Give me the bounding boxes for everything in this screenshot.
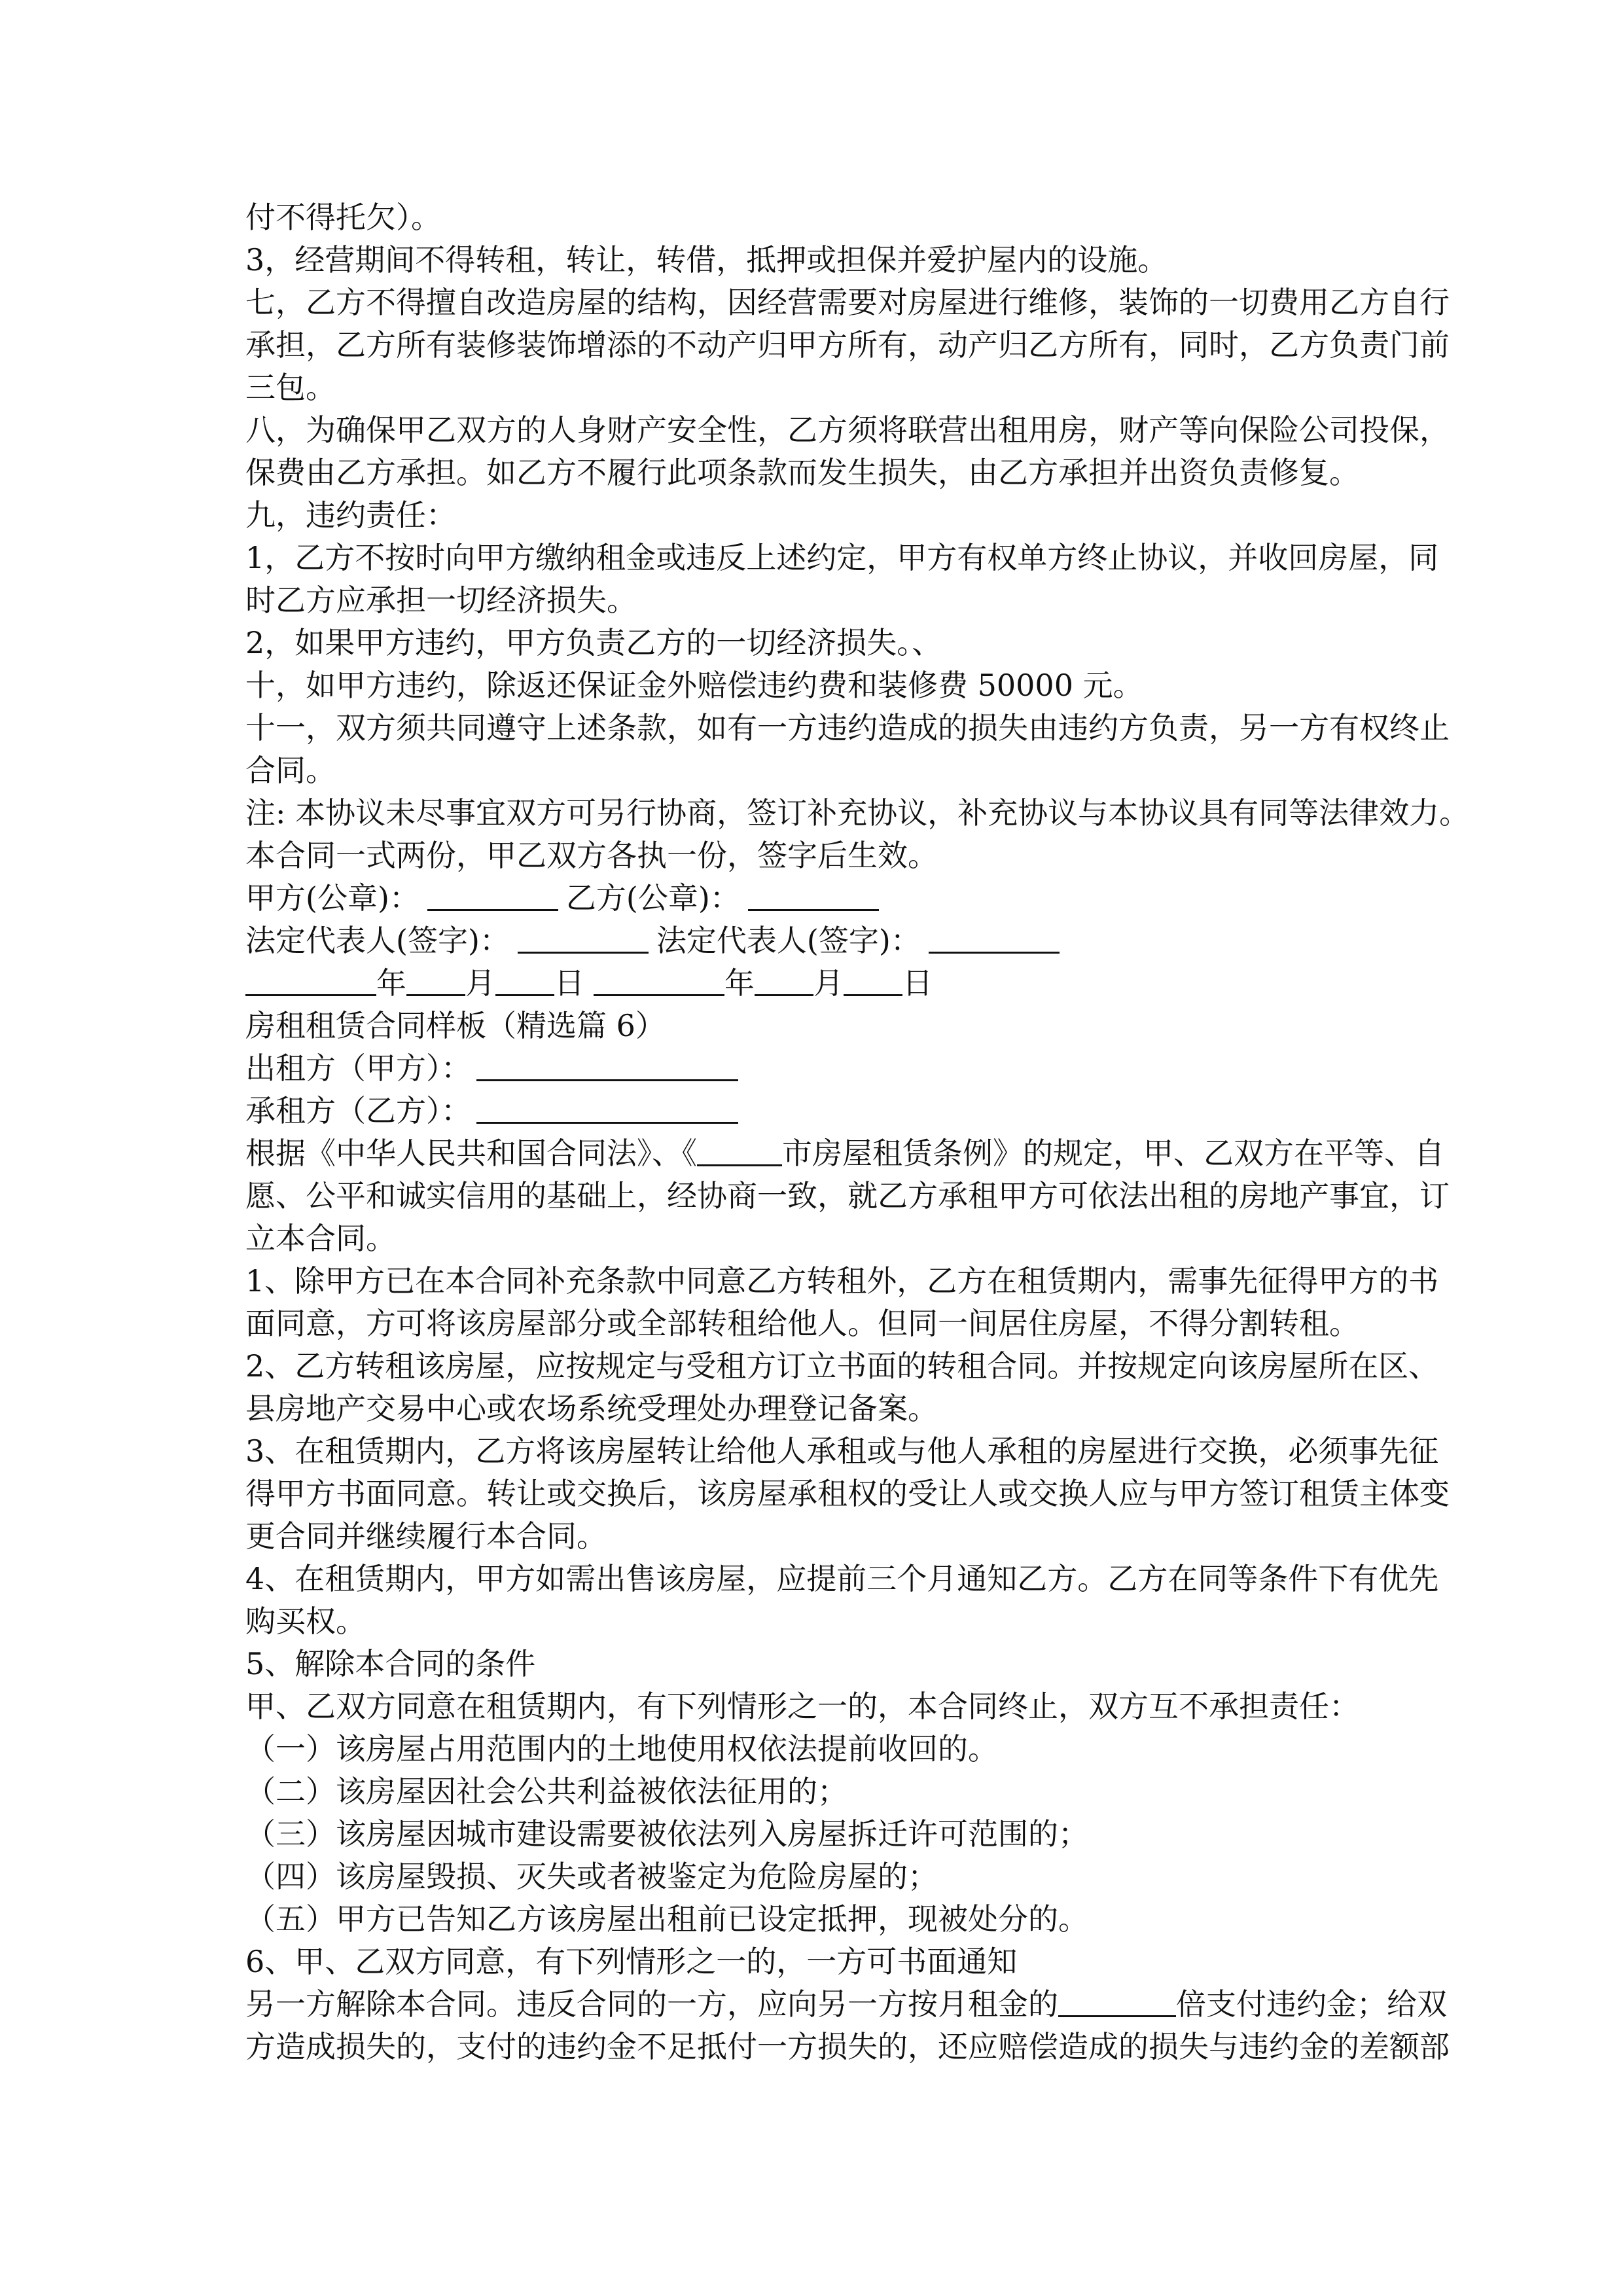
section-heading-termination: 5、解除本合同的条件 <box>245 1646 536 1681</box>
text-line: 十，如甲方违约，除返还保证金外赔偿违约费和装修费 50000 元。 <box>245 668 1143 703</box>
document-page <box>245 196 1470 2068</box>
text-line: 2、乙方转租该房屋，应按规定与受租方订立书面的转租合同。并按规定向该房屋所在区、 <box>245 1348 1439 1384</box>
party-b-seal-blank[interactable] <box>748 879 879 911</box>
text-line: 购买权。 <box>245 1604 366 1639</box>
text-line: 1，乙方不按时向甲方缴纳租金或违反上述约定，甲方有权单方终止协议，并收回房屋，同 <box>245 540 1439 575</box>
text-line: 承担，乙方所有装修装饰增添的不动产归甲方所有，动产归乙方所有，同时，乙方负责门前 <box>245 327 1450 363</box>
penalty-line <box>245 1983 1447 2026</box>
text-line: 1、除甲方已在本合同补充条款中同意乙方转租外，乙方在租赁期内，需事先征得甲方的书 <box>245 1263 1439 1299</box>
penalty-prefix: 另一方解除本合同。违反合同的一方，应向另一方按月租金的 <box>245 1986 1058 2022</box>
text-line: 6、甲、乙双方同意，有下列情形之一的，一方可书面通知 <box>245 1944 1018 1979</box>
text-line: 立本合同。 <box>245 1221 396 1256</box>
penalty-suffix: 倍支付违约金；给双 <box>1176 1986 1447 2022</box>
representative-row <box>245 920 1381 962</box>
rep-b-label: 法定代表人(签字)： <box>656 923 921 958</box>
text-line: 本合同一式两份，甲乙双方各执一份，签字后生效。 <box>245 838 938 873</box>
party-b-seal-label: 乙方(公章)： <box>565 880 740 916</box>
note-line: 注: 本协议未尽事宜双方可另行协商，签订补充协议，补充协议与本协议具有同等法律效力。 <box>245 795 1470 831</box>
text-line: 更合同并继续履行本合同。 <box>245 1518 607 1554</box>
list-item: （五）甲方已告知乙方该房屋出租前已设定抵押，现被处分的。 <box>245 1901 1088 1937</box>
text-line: 付不得托欠）。 <box>245 200 441 235</box>
text-line: 十一，双方须共同遵守上述条款，如有一方违约造成的损失由违约方负责，另一方有权终止 <box>245 710 1450 745</box>
lessee-row <box>245 1090 1381 1132</box>
basis-line <box>245 1132 1444 1175</box>
basis-prefix: 根据《中华人民共和国合同法》、《 <box>245 1136 697 1171</box>
date-row <box>245 962 1381 1005</box>
text-line: 甲、乙双方同意在租赁期内，有下列情形之一的，本合同终止，双方互不承担责任： <box>245 1689 1359 1724</box>
text-line: 2，如果甲方违约，甲方负责乙方的一切经济损失。、 <box>245 625 942 660</box>
year-blank-a[interactable] <box>245 964 376 996</box>
contract-title: 房租租赁合同样板（精选篇 6） <box>245 1008 666 1043</box>
text-line: 保费由乙方承担。如乙方不履行此项条款而发生损失，由乙方承担并出资负责修复。 <box>245 455 1359 490</box>
year-blank-b[interactable] <box>594 964 724 996</box>
text-line: 3、在租赁期内，乙方将该房屋转让给他人承租或与他人承租的房屋进行交换，必须事先征 <box>245 1433 1439 1469</box>
text-line: 时乙方应承担一切经济损失。 <box>245 583 637 618</box>
day-label: 日 <box>554 965 584 1001</box>
rep-b-signature-blank[interactable] <box>929 922 1060 954</box>
year-label: 年 <box>376 965 406 1001</box>
city-blank[interactable] <box>697 1134 782 1166</box>
party-a-seal-blank[interactable] <box>427 879 558 911</box>
text-line: 得甲方书面同意。转让或交换后，该房屋承租权的受让人或交换人应与甲方签订租赁主体变 <box>245 1476 1450 1511</box>
month-label: 月 <box>813 965 844 1001</box>
text-line: 3，经营期间不得转租，转让，转借，抵押或担保并爱护屋内的设施。 <box>245 242 1168 278</box>
section-heading-breach: 九，违约责任： <box>245 497 456 533</box>
seal-row <box>245 877 1381 920</box>
month-blank-b[interactable] <box>755 964 813 996</box>
text-line: 七，乙方不得擅自改造房屋的结构，因经营需要对房屋进行维修，装饰的一切费用乙方自行 <box>245 285 1450 320</box>
penalty-multiplier-blank[interactable] <box>1058 1985 1176 2017</box>
day-blank-b[interactable] <box>844 964 902 996</box>
lessor-blank[interactable] <box>476 1049 738 1081</box>
lessor-row <box>245 1047 1381 1090</box>
day-label: 日 <box>902 965 933 1001</box>
month-label: 月 <box>465 965 495 1001</box>
text-line: 4、在租赁期内，甲方如需出售该房屋，应提前三个月通知乙方。乙方在同等条件下有优先 <box>245 1561 1439 1596</box>
year-label: 年 <box>724 965 755 1001</box>
list-item: （四）该房屋毁损、灭失或者被鉴定为危险房屋的； <box>245 1859 938 1894</box>
basis-suffix: 市房屋租赁条例》的规定，甲、乙双方在平等、自 <box>782 1136 1444 1171</box>
text-line: 三包。 <box>245 370 336 405</box>
list-item: （一）该房屋占用范围内的土地使用权依法提前收回的。 <box>245 1731 998 1767</box>
text-line: 面同意，方可将该房屋部分或全部转租给他人。但同一间居住房屋，不得分割转租。 <box>245 1306 1359 1341</box>
text-line: 方造成损失的，支付的违约金不足抵付一方损失的，还应赔偿造成的损失与违约金的差额部 <box>245 2029 1450 2064</box>
list-item: （三）该房屋因城市建设需要被依法列入房屋拆迁许可范围的； <box>245 1816 1088 1852</box>
rep-a-signature-blank[interactable] <box>518 922 649 954</box>
text-line: 八，为确保甲乙双方的人身财产安全性，乙方须将联营出租用房，财产等向保险公司投保， <box>245 412 1450 448</box>
lessee-label: 承租方（乙方）： <box>245 1093 471 1128</box>
rep-a-label: 法定代表人(签字)： <box>245 923 510 958</box>
lessor-label: 出租方（甲方）： <box>245 1050 471 1086</box>
list-item: （二）该房屋因社会公共利益被依法征用的； <box>245 1774 847 1809</box>
text-line: 县房地产交易中心或农场系统受理处办理登记备案。 <box>245 1391 938 1426</box>
party-a-seal-label: 甲方(公章)： <box>245 880 419 916</box>
text-line: 合同。 <box>245 753 336 788</box>
day-blank-a[interactable] <box>495 964 554 996</box>
text-line: 愿、公平和诚实信用的基础上，经协商一致，就乙方承租甲方可依法出租的房地产事宜，订 <box>245 1178 1450 1213</box>
lessee-blank[interactable] <box>476 1092 738 1124</box>
month-blank-a[interactable] <box>406 964 465 996</box>
